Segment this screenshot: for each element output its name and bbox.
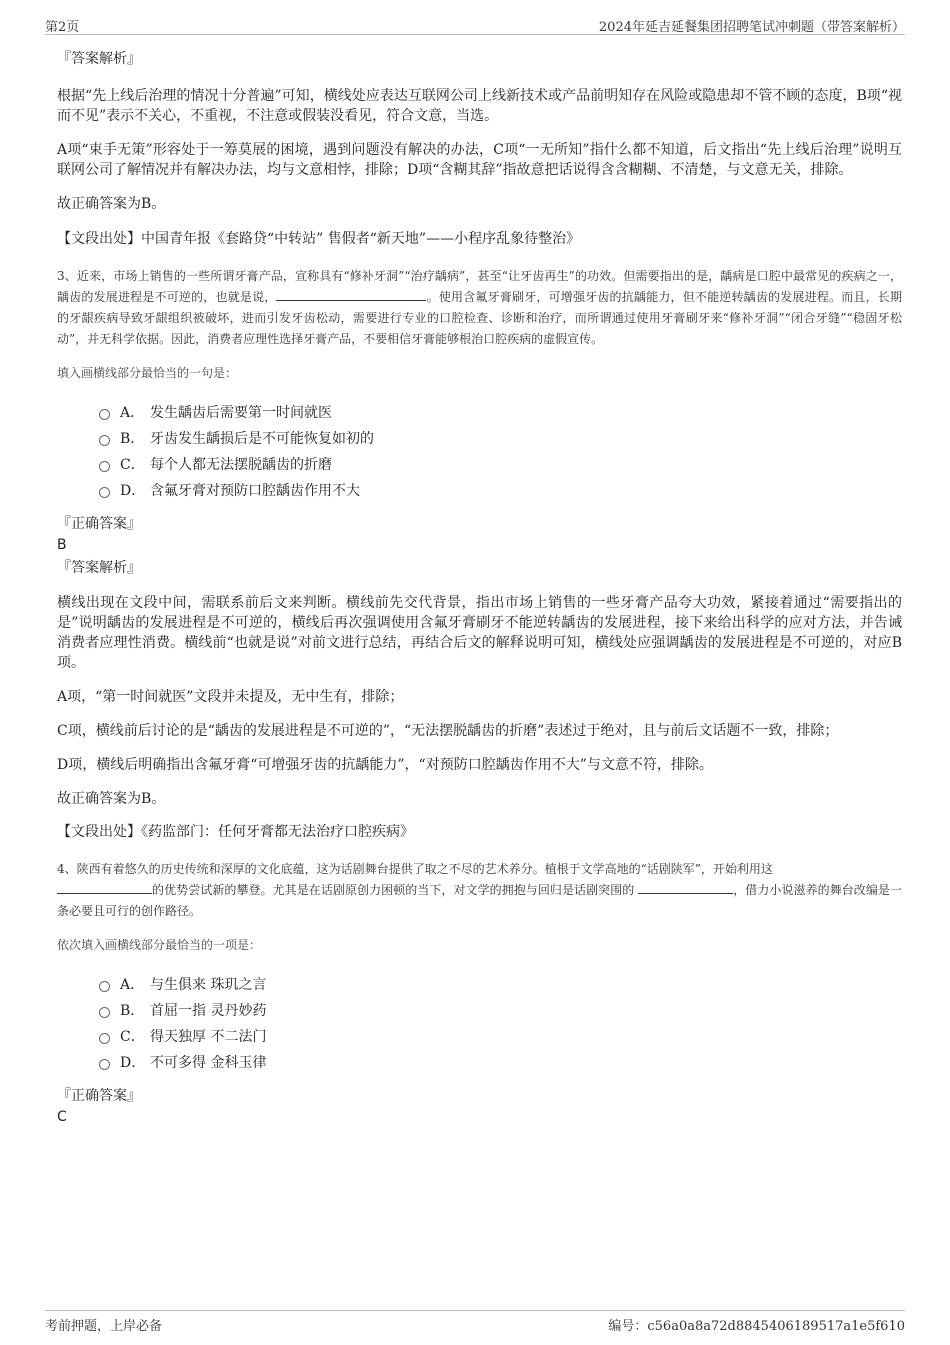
option-a[interactable]: A． 与生俱来 珠玑之言 <box>99 971 902 997</box>
analysis-paragraph: 横线出现在文段中间，需联系前后文来判断。横线前先交代背景，指出市场上销售的一些牙膏产品夸大功效，紧接着通过“需要指出的是”说明龋齿的发展进程是不可逆的，横线后再次强调使用含氟牙膏刷牙不能逆转龋齿的发展进程，接下来给出科学的应对方法，并告诫消费者应理性消费。横线前“也就是说”对前文进行总结，再结合后文的解释说明可知，横线处应强调龋齿的发展进程是不可逆的，对应B项。 <box>57 595 902 671</box>
question-3-options <box>99 399 902 503</box>
analysis-paragraph: C项，横线前后讨论的是“龋齿的发展进程是不可逆的”，“无法摆脱龋齿的折磨”表述过于绝对，且与前后文话题不一致，排除； <box>57 723 839 739</box>
radio-icon[interactable] <box>99 487 110 498</box>
correct-answer-heading: 『正确答案』 <box>57 516 141 532</box>
analysis-paragraph: D项，横线后明确指出含氟牙膏“可增强牙齿的抗龋能力”，“对预防口腔龋齿作用不大”与文意不符，排除。 <box>57 757 713 773</box>
radio-icon[interactable] <box>99 1033 110 1044</box>
option-c[interactable]: C． 每个人都无法摆脱龋齿的折磨 <box>99 451 902 477</box>
analysis-conclusion: 故正确答案为B。 <box>57 791 166 807</box>
question-3-stem: 3、近来，市场上销售的一些所谓牙膏产品，宣称具有“修补牙洞”“治疗龋病”，甚至“让牙齿再生”的功效。但需要指出的是，龋病是口腔中最常见的疾病之一，龋齿的发展进程是不可逆的，也就是说， 。使用含氟牙膏刷牙，可增强牙齿的抗龋能力，但不能逆转龋齿的发展进程。而且，长期的牙龈疾病导致牙龈组织被破坏，进而引发牙齿松动，需要进行专业的口腔检查、诊断和治疗，而所谓通过使用牙膏刷牙来“修补牙洞”“闭合牙缝”“稳固牙松动”，并无科学依据。因此，消费者应理性选择牙膏产品，不要相信牙膏能够根治口腔疾病的虚假宣传。 <box>57 269 902 346</box>
correct-answer: C <box>57 1109 67 1125</box>
page-footer <box>45 1310 905 1333</box>
analysis-heading: 『答案解析』 <box>57 51 141 67</box>
question-4-options <box>99 971 902 1075</box>
analysis-conclusion: 故正确答案为B。 <box>57 196 166 212</box>
radio-icon[interactable] <box>99 1007 110 1018</box>
analysis-paragraph: A项“束手无策”形容处于一筹莫展的困境，遇到问题没有解决的办法，C项“一无所知”指什么都不知道，后文指出“先上线后治理”说明互联网公司了解情况并有解决办法，均与文意相悖，排除；D项“含糊其辞”指故意把话说得含含糊糊、不清楚，与文意无关，排除。 <box>57 142 902 178</box>
analysis-heading: 『答案解析』 <box>57 560 141 576</box>
page-header <box>45 14 905 35</box>
source-citation: 【文段出处】中国青年报《套路贷“中转站” 售假者“新天地”——小程序乱象待整治》 <box>57 231 581 247</box>
radio-icon[interactable] <box>99 435 110 446</box>
source-citation: 【文段出处】《药监部门：任何牙膏都无法治疗口腔疾病》 <box>57 824 414 840</box>
page-number: 第2页 <box>45 20 80 35</box>
option-d[interactable]: D． 含氟牙膏对预防口腔龋齿作用不大 <box>99 477 902 503</box>
radio-icon[interactable] <box>99 461 110 472</box>
option-b[interactable]: B． 牙齿发生龋损后是不可能恢复如初的 <box>99 425 902 451</box>
question-4-prompt: 依次填入画横线部分最恰当的一项是： <box>57 938 262 952</box>
correct-answer: B <box>57 537 67 553</box>
document-title: 2024年延吉延餐集团招聘笔试冲刺题（带答案解析） <box>598 20 905 35</box>
fill-blank <box>638 881 733 894</box>
radio-icon[interactable] <box>99 1059 110 1070</box>
document-id: 编号：c56a0a8a72d8845406189517a1e5f610 <box>608 1319 905 1334</box>
radio-icon[interactable] <box>99 409 110 420</box>
footer-slogan: 考前押题，上岸必备 <box>45 1319 163 1334</box>
option-b[interactable]: B． 首屈一指 灵丹妙药 <box>99 997 902 1023</box>
question-3-prompt: 填入画横线部分最恰当的一句是： <box>57 366 238 380</box>
fill-blank <box>57 881 152 894</box>
analysis-paragraph: A项，“第一时间就医”文段并未提及，无中生有，排除； <box>57 689 404 705</box>
page-content <box>57 44 902 1129</box>
fill-blank <box>276 288 426 301</box>
option-d[interactable]: D． 不可多得 金科玉律 <box>99 1049 902 1075</box>
option-c[interactable]: C． 得天独厚 不二法门 <box>99 1023 902 1049</box>
radio-icon[interactable] <box>99 981 110 992</box>
question-4-stem: 4、陕西有着悠久的历史传统和深厚的文化底蕴，这为话剧舞台提供了取之不尽的艺术养分。植根于文学高地的“话剧陕军”，开始利用这 的优势尝试新的攀登。尤其是在话剧原创力困顿的当下，对文学的拥抱与回归是话剧突围的 ，借力小说滋养的舞台改编是一条必要且可行的创作路径。 <box>57 862 902 918</box>
correct-answer-heading: 『正确答案』 <box>57 1088 141 1104</box>
analysis-paragraph: 根据“先上线后治理的情况十分普遍”可知，横线处应表达互联网公司上线新技术或产品前明知存在风险或隐患却不管不顾的态度，B项“视而不见”表示不关心，不重视，不注意或假装没看见，符合文意，当选。 <box>57 88 902 124</box>
option-a[interactable]: A． 发生龋齿后需要第一时间就医 <box>99 399 902 425</box>
